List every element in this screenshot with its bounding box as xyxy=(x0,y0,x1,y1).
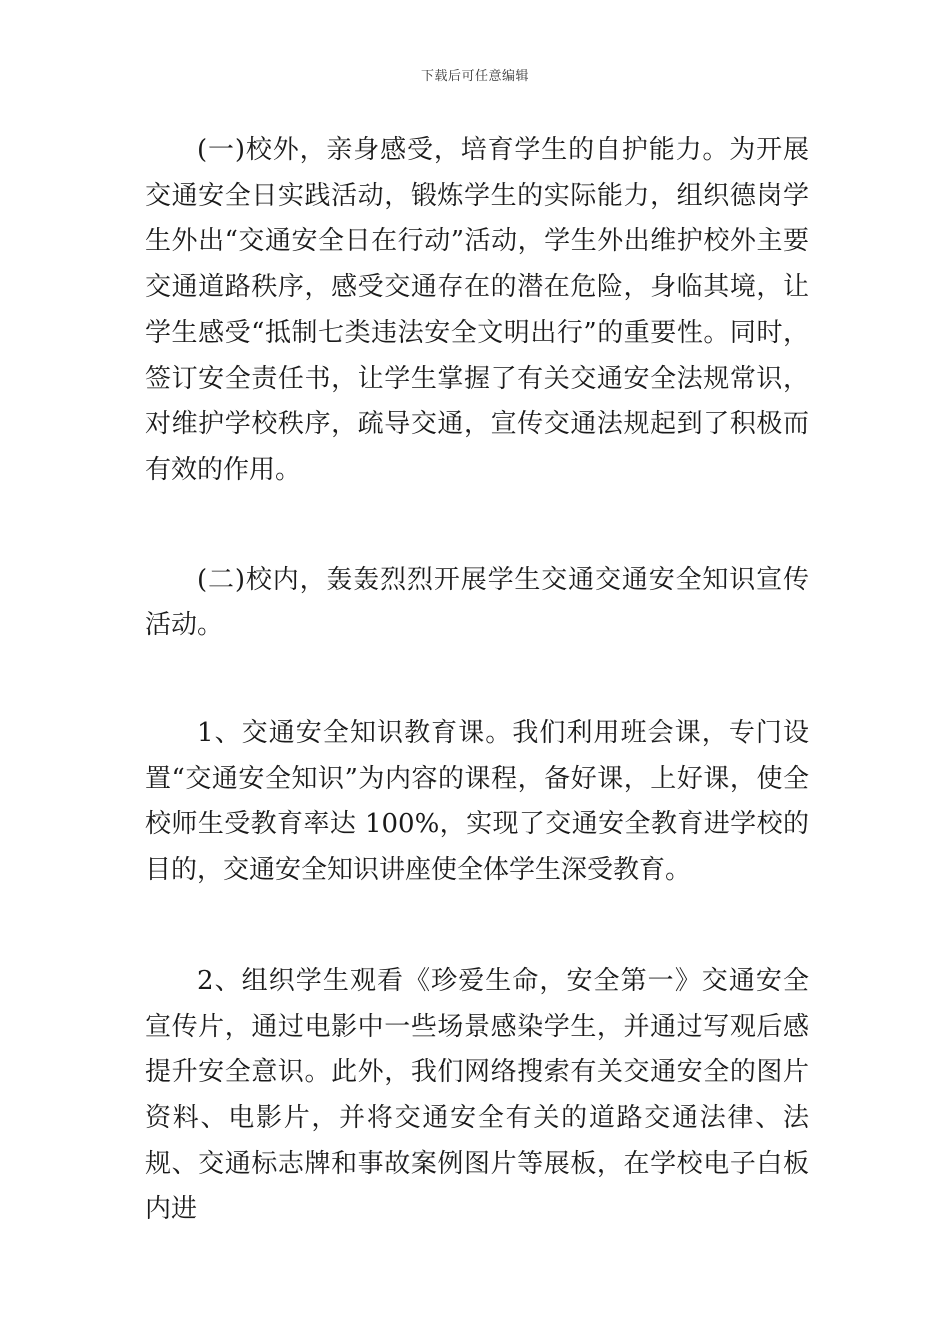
page-header: 下载后可任意编辑 xyxy=(420,69,529,84)
paragraph-safety-film: 2、组织学生观看《珍爱生命，安全第一》交通安全宣传片，通过电影中一些场景感染学生，并通过写观后感提升安全意识。此外，我们网络搜索有关交通安全的图片资料、电影片，并将交通安全有关的道路交通法律、法规、交通标志牌和事故案例图片等展板，在学校电子白板内进 xyxy=(145,965,809,1225)
document-body xyxy=(145,128,809,1233)
paragraph-on-campus: (二)校内，轰轰烈烈开展学生交通交通安全知识宣传活动。 xyxy=(145,564,809,641)
paragraph-safety-course: 1、交通安全知识教育课。我们利用班会课，专门设置“交通安全知识”为内容的课程，备好课，上好课，使全校师生受教育率达 100%，实现了交通安全教育进学校的目的，交通安全知识讲座使全体学生深受教育。 xyxy=(145,718,809,886)
paragraph-off-campus: (一)校外，亲身感受，培育学生的自护能力。为开展交通安全日实践活动，锻炼学生的实际能力，组织德岗学生外出“交通安全日在行动”活动，学生外出维护校外主要交通道路秩序，感受交通存在的潜在危险，身临其境，让学生感受“抵制七类违法安全文明出行”的重要性。同时，签订安全责任书，让学生掌握了有关交通安全法规常识，对维护学校秩序，疏导交通，宣传交通法规起到了积极而有效的作用。 xyxy=(145,135,809,485)
